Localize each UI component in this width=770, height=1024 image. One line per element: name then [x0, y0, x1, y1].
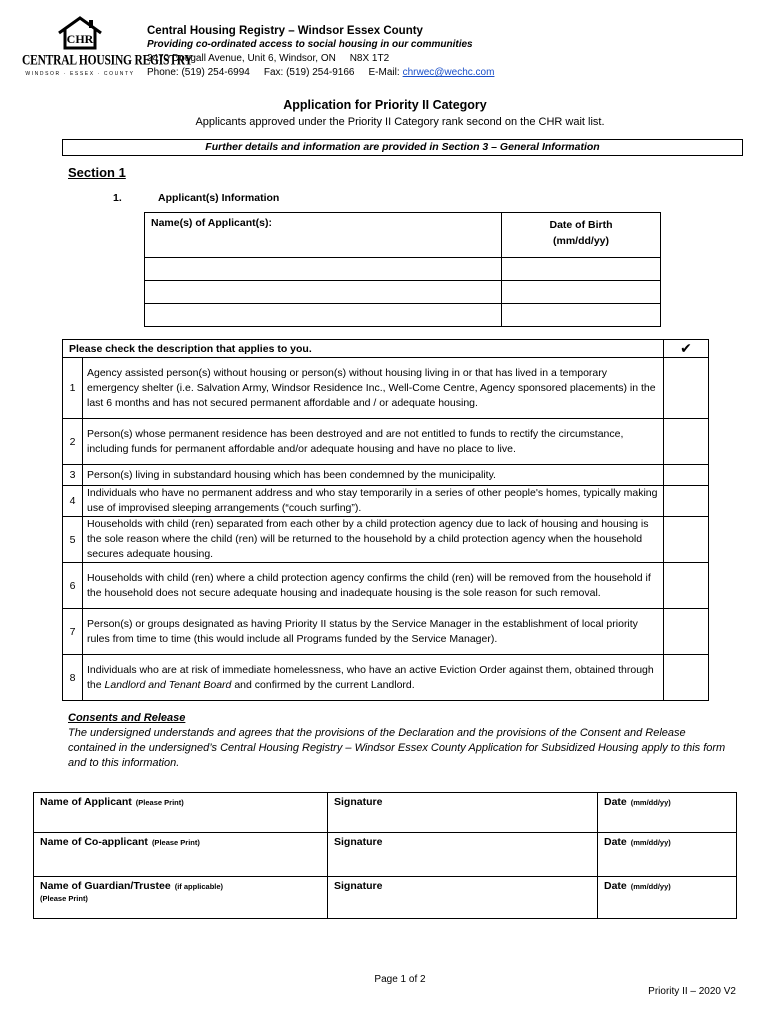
table-row — [145, 281, 661, 304]
applicant-signature-field[interactable]: Signature — [328, 793, 598, 833]
form-intro: Applicants approved under the Priority II Category rank second on the CHR wait list. — [195, 116, 605, 128]
org-address: 2470 Dougall Avenue, Unit 6, Windsor, ON N8X 1T2 — [147, 53, 390, 64]
table-row — [63, 465, 709, 486]
guardian-date-field[interactable]: Date (mm/dd/yy) — [598, 877, 737, 919]
criteria-checkbox[interactable] — [664, 563, 709, 609]
table-row — [34, 877, 737, 919]
coapplicant-date-field[interactable]: Date (mm/dd/yy) — [598, 833, 737, 877]
criteria-checkbox[interactable] — [664, 655, 709, 701]
applicant-dob-field[interactable] — [502, 258, 661, 281]
criteria-text: Person(s) or groups designated as having Priority II status by the Service Manager in the establishment of local priority rules from time to time (this would include all Programs funded by the Service Manager). — [83, 609, 664, 655]
checkmark-icon: ✔ — [664, 340, 709, 358]
consent-text: The undersigned understands and agrees that the provisions of the Declaration and the provisions of the Consent and Release contained in the undersigned’s Central Housing Registry – Windsor Essex County Application for Subsidized Housing apply to this form and to this information. — [68, 727, 726, 769]
criteria-table — [62, 339, 709, 701]
table-row — [63, 609, 709, 655]
org-fax: Fax: (519) 254-9166 — [263, 67, 355, 78]
table-row — [63, 563, 709, 609]
criteria-text: Individuals who have no permanent address and who stay temporarily in a series of other people's homes, typically making use of improvised sleeping arrangements (“couch surfing”). — [83, 486, 664, 517]
logo-monogram: CHR — [66, 32, 94, 46]
criteria-number: 3 — [63, 465, 83, 486]
criteria-checkbox[interactable] — [664, 517, 709, 563]
criteria-number: 7 — [63, 609, 83, 655]
form-title: Application for Priority II Category — [283, 98, 487, 112]
table-row — [34, 833, 737, 877]
criteria-number: 1 — [63, 358, 83, 419]
org-name: Central Housing Registry – Windsor Essex County — [147, 25, 423, 37]
table-row — [63, 486, 709, 517]
chr-logo — [22, 16, 193, 78]
criteria-number: 8 — [63, 655, 83, 701]
applicant-name-field[interactable]: Name of Applicant (Please Print) — [34, 793, 328, 833]
criteria-checkbox[interactable] — [664, 419, 709, 465]
table-row — [63, 655, 709, 701]
guardian-name-field[interactable]: Name of Guardian/Trustee (if applicable) (Please Print) — [34, 877, 328, 919]
dob-header: Date of Birth (mm/dd/yy) — [502, 213, 661, 258]
table-row — [63, 419, 709, 465]
org-tagline: Providing co-ordinated access to social housing in our communities — [147, 39, 473, 50]
org-info — [147, 24, 567, 80]
applicant-name-field[interactable] — [145, 281, 502, 304]
logo-brand: CENTRAL HOUSING REGISTRY — [22, 53, 193, 68]
criteria-number: 4 — [63, 486, 83, 517]
consent-section — [68, 711, 728, 771]
criteria-text: Households with child (ren) separated from each other by a child protection agency due to lack of housing and housing is the sole reason where the child (ren) will be returned to the household by a child protection agency when the household secures adequate housing. — [83, 517, 664, 563]
table-row — [63, 358, 709, 419]
question-number: 1. — [113, 192, 122, 204]
applicant-name-field[interactable] — [145, 258, 502, 281]
criteria-checkbox[interactable] — [664, 486, 709, 517]
table-row — [34, 793, 737, 833]
coapplicant-signature-field[interactable]: Signature — [328, 833, 598, 877]
applicant-name-field[interactable] — [145, 304, 502, 327]
section-heading: Section 1 — [68, 165, 126, 180]
criteria-text: Person(s) whose permanent residence has been destroyed and are not entitled to funds to rectify the circumstance, including funds for permanent affordable and/or adequate housing and have no place to live. — [83, 419, 664, 465]
coapplicant-name-field[interactable]: Name of Co-applicant (Please Print) — [34, 833, 328, 877]
criteria-checkbox[interactable] — [664, 358, 709, 419]
house-logo-icon — [56, 16, 104, 50]
page-number: Page 1 of 2 — [374, 974, 426, 985]
criteria-text: Person(s) living in substandard housing which has been condemned by the municipality. — [83, 465, 664, 486]
applicant-dob-field[interactable] — [502, 281, 661, 304]
criteria-number: 5 — [63, 517, 83, 563]
applicant-table — [144, 212, 661, 327]
org-contact — [147, 66, 567, 80]
consent-heading: Consents and Release — [68, 712, 186, 724]
question-label: Applicant(s) Information — [158, 192, 280, 204]
guardian-signature-field[interactable]: Signature — [328, 877, 598, 919]
form-version: Priority II – 2020 V2 — [648, 986, 736, 997]
further-details-box: Further details and information are provided in Section 3 – General Information — [62, 139, 743, 156]
criteria-number: 6 — [63, 563, 83, 609]
org-email-link[interactable]: chrwec@wechc.com — [402, 67, 495, 78]
table-row — [145, 304, 661, 327]
org-phone: Phone: (519) 254-6994 — [147, 67, 250, 78]
logo-subtitle: WINDSOR · ESSEX · COUNTY — [25, 71, 135, 77]
signature-table — [33, 792, 737, 919]
criteria-checkbox[interactable] — [664, 609, 709, 655]
criteria-text: Agency assisted person(s) without housing or person(s) without housing living in or that has lived in a temporary emergency shelter (i.e. Salvation Army, Windsor Residence Inc., Well-Come Centre, Agency sponsored placements) in the last 6 months and has not secured permanent affordable and / or adequate housing. — [83, 358, 664, 419]
criteria-text: Individuals who are at risk of immediate homelessness, who have an active Eviction Order against them, obtained through the Landlord and Tenant Board and confirmed by the current Landlord. — [83, 655, 664, 701]
applicant-dob-field[interactable] — [502, 304, 661, 327]
criteria-header: Please check the description that applies to you. — [63, 340, 664, 358]
applicant-name-header: Name(s) of Applicant(s): — [145, 213, 502, 258]
table-row — [63, 517, 709, 563]
table-row — [145, 258, 661, 281]
criteria-text: Households with child (ren) where a child protection agency confirms the child (ren) will be removed from the household if the household does not secure adequate housing and inadequate housing is the sole reason for such removal. — [83, 563, 664, 609]
criteria-checkbox[interactable] — [664, 465, 709, 486]
org-email-label: E-Mail: — [368, 67, 400, 78]
applicant-date-field[interactable]: Date (mm/dd/yy) — [598, 793, 737, 833]
criteria-number: 2 — [63, 419, 83, 465]
